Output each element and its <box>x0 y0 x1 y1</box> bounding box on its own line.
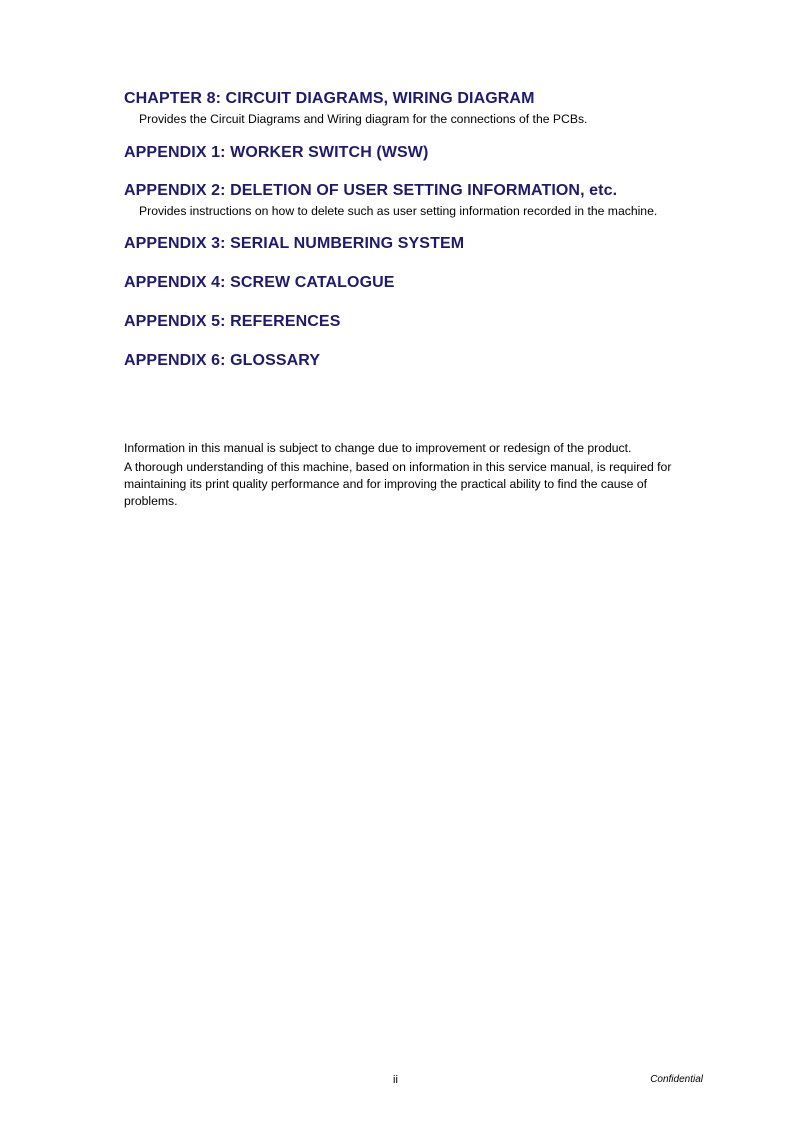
section-heading: APPENDIX 4: SCREW CATALOGUE <box>124 274 395 291</box>
section-appendix-4 <box>124 272 694 294</box>
section-appendix-1 <box>124 142 694 164</box>
section-appendix-3 <box>124 233 694 255</box>
section-chapter-8 <box>124 88 694 128</box>
contents-list <box>124 88 694 372</box>
page-number: ii <box>393 1074 398 1086</box>
section-heading: APPENDIX 6: GLOSSARY <box>124 352 321 369</box>
section-appendix-2 <box>124 180 694 220</box>
section-description: Provides instructions on how to delete such as user setting information recorded in the machine. <box>139 204 658 218</box>
section-heading: APPENDIX 3: SERIAL NUMBERING SYSTEM <box>124 235 465 252</box>
note-paragraph: A thorough understanding of this machine, based on information in this service manual, is required for maintaining its print quality performance and for improving the practical ability to find the cause of problems. <box>124 460 672 508</box>
section-heading: APPENDIX 1: WORKER SWITCH (WSW) <box>124 144 429 161</box>
confidential-label: Confidential <box>650 1074 703 1085</box>
manual-notes <box>124 440 684 512</box>
section-heading: APPENDIX 5: REFERENCES <box>124 313 341 330</box>
section-appendix-6 <box>124 350 694 372</box>
section-description: Provides the Circuit Diagrams and Wiring diagram for the connections of the PCBs. <box>139 112 588 126</box>
section-heading: APPENDIX 2: DELETION OF USER SETTING INFORMATION, etc. <box>124 182 618 199</box>
note-paragraph: Information in this manual is subject to change due to improvement or redesign of the product. <box>124 441 632 455</box>
section-appendix-5 <box>124 311 694 333</box>
section-heading: CHAPTER 8: CIRCUIT DIAGRAMS, WIRING DIAGRAM <box>124 90 535 107</box>
